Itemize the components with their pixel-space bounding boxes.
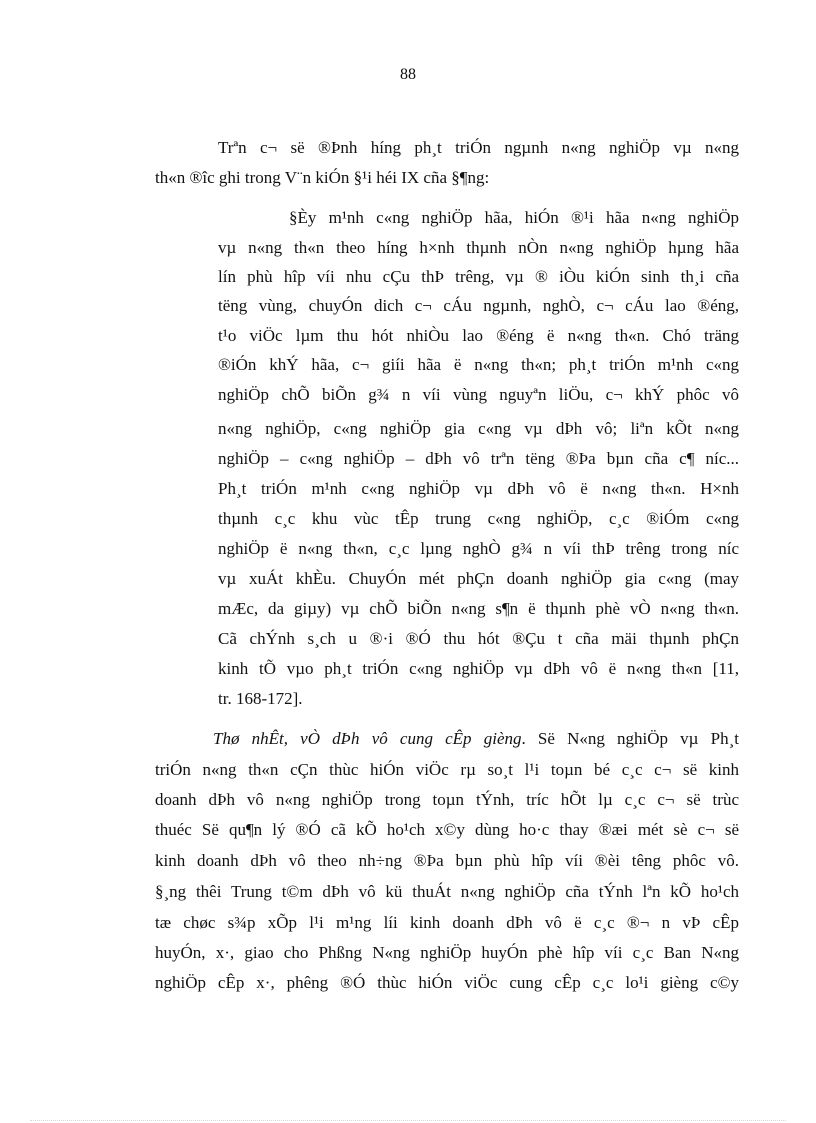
quote-line: vµ n«ng th«n theo híng h×nh thµnh nÒn n«ng nghiÖp hµng hãa: [218, 238, 739, 257]
body-first-rest: . Së N«ng nghiÖp vµ Ph¸t: [521, 729, 739, 748]
quote-line: vµ xuÁt khÈu. ChuyÓn mét phÇn doanh nghiÖp gia c«ng (may: [218, 569, 739, 588]
quote-line: nghiÖp chÕ biÕn g¾ n víi vùng nguyªn liÖu, c¬ khÝ phôc vô: [218, 385, 739, 404]
quote-line: n«ng nghiÖp, c«ng nghiÖp gia c«ng vµ dÞh vô; liªn kÕt n«ng: [218, 419, 739, 438]
quote-line: kinh tÕ vµo ph¸t triÓn c«ng nghiÖp vµ dÞh vô ë n«ng th«n [11,: [218, 659, 739, 678]
body-first-line: [213, 729, 739, 749]
quote-line: nghiÖp – c«ng nghiÖp – dÞh vô trªn tëng ®Þa bµn cña c¶ níc...: [218, 449, 739, 468]
quote-line: tr. 168-172].: [218, 689, 303, 708]
quote-line: tëng vùng, chuyÓn dich c¬ cÁu ngµnh, nghÒ, c¬ cÁu lao ®éng,: [218, 296, 739, 315]
body-line: triÓn n«ng th«n cÇn thùc hiÓn viÖc rµ so¸t l¹i toµn bé c¸c c¬ së kinh: [155, 760, 739, 779]
body-line: huyÓn, x·, giao cho Phßng N«ng nghiÖp huyÓn phè hîp víi c¸c Ban N«ng: [155, 943, 739, 962]
quote-line: Cã chÝnh s¸ch u ®·i ®Ó thu hót ®Çu t cña mäi thµnh phÇn: [218, 629, 739, 648]
body-line: thuéc Së qu¶n lý ®Ó cã kÕ ho¹ch x©y dùng ho·c thay ®æi mét sè c¬ së: [155, 820, 739, 839]
body-line: kinh doanh dÞh vô theo nh÷ng ®Þa bµn phù hîp víi ®èi têng phôc vô.: [155, 851, 739, 870]
body-line: §¸ng thêi Trung t©m dÞh vô kü thuÁt n«ng nghiÖp cña tÝnh lªn kÕ ho¹ch: [155, 882, 739, 901]
intro-line: Trªn c¬ së ®Þnh híng ph¸t triÓn ngµnh n«ng nghiÖp vµ n«ng: [218, 138, 739, 157]
quote-line: ®iÓn khÝ hãa, c¬ giíi hãa ë n«ng th«n; ph¸t triÓn m¹nh c«ng: [218, 355, 739, 374]
intro-line: th«n ®îc ghi trong V¨n kiÓn §¹i héi IX cña §¶ng:: [155, 168, 490, 187]
quote-line: lín phù hîp víi nhu cÇu thÞ trêng, vµ ® iÒu kiÓn sinh th¸i cña: [218, 267, 739, 286]
quote-line: mÆc, da giµy) vµ chÕ biÕn n«ng s¶n ë thµnh phè vÒ n«ng th«n.: [218, 599, 739, 618]
body-line: tæ chøc s¾p xÕp l¹i m¹ng líi kinh doanh dÞh vô ë c¸c ®¬ n vÞ cÊp: [155, 913, 739, 932]
page-bottom-divider: [30, 1120, 786, 1121]
quote-line: nghiÖp ë n«ng th«n, c¸c lµng nghÒ g¾ n víi thÞ trêng trong níc: [218, 539, 739, 558]
quote-line: t¹o viÖc lµm thu hót nhiÒu lao ®éng ë n«ng th«n. Chó träng: [218, 326, 739, 345]
page-number: 88: [400, 66, 416, 83]
quote-line: thµnh c¸c khu vùc tÊp trung c«ng nghiÖp, c¸c ®iÓm c«ng: [218, 509, 739, 528]
quote-line: Ph¸t triÓn m¹nh c«ng nghiÖp vµ dÞh vô ë n«ng th«n. H×nh: [218, 479, 739, 498]
body-line: nghiÖp cÊp x·, phêng ®Ó thùc hiÓn viÖc cung cÊp c¸c lo¹i gièng c©y: [155, 973, 739, 992]
quote-line: §Èy m¹nh c«ng nghiÖp hãa, hiÓn ®¹i hãa n«ng nghiÖp: [289, 208, 739, 227]
body-line: doanh dÞh vô n«ng nghiÖp trong toµn tÝnh, tríc hÕt lµ c¸c c¬ së trùc: [155, 790, 739, 809]
body-lead-italic: Thø nhÊt, vÒ dÞh vô cung cÊp gièng: [213, 729, 522, 748]
